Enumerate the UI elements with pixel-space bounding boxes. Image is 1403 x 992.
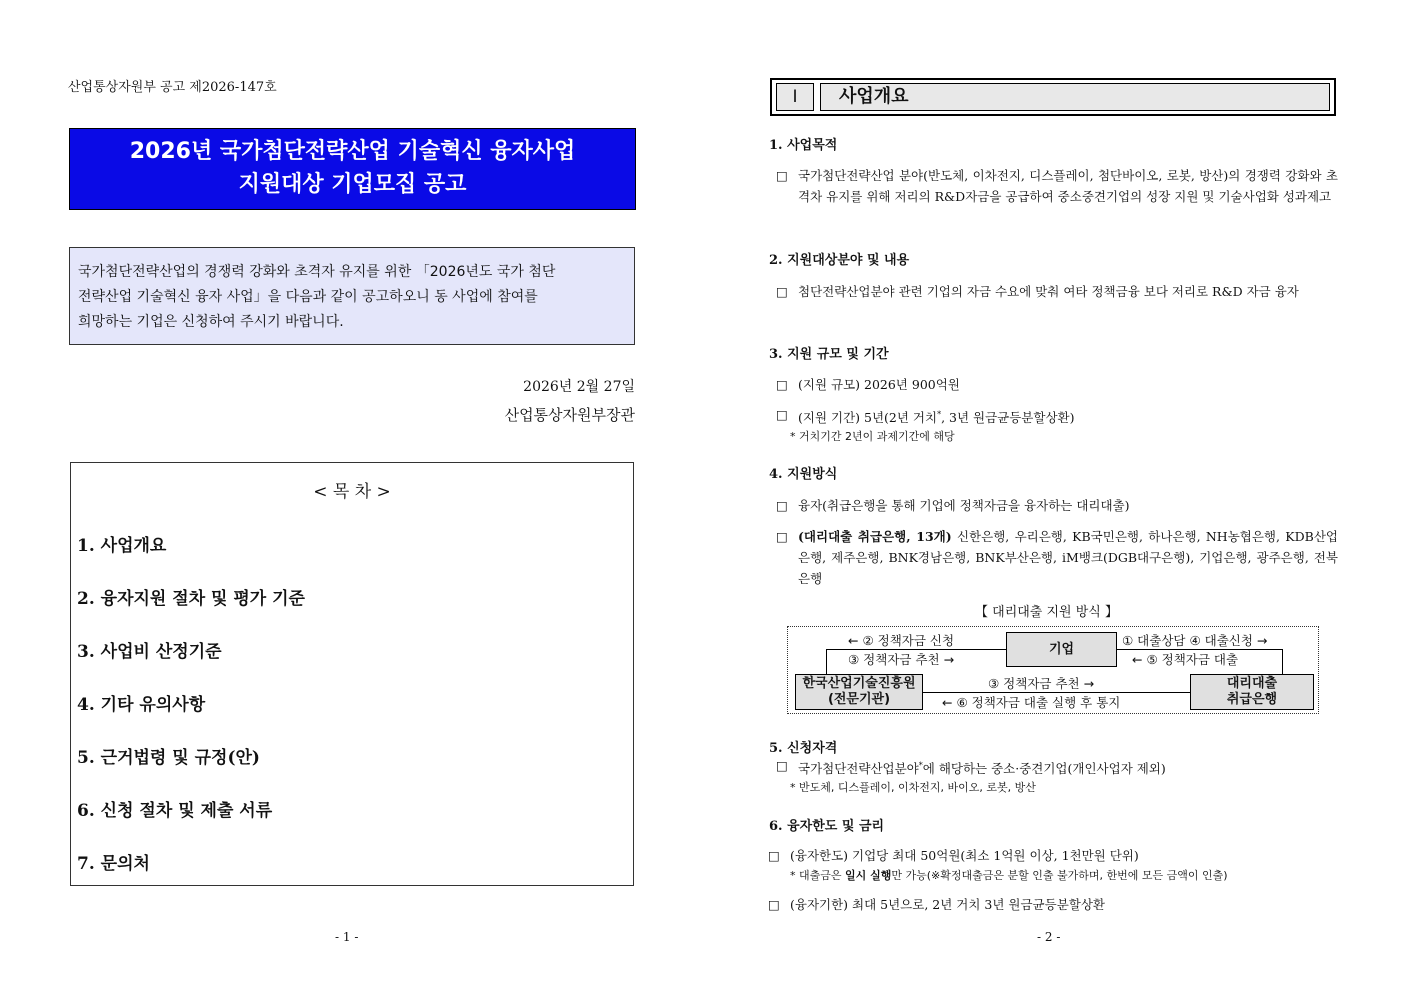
- toc-item[interactable]: 2. 융자지원 절차 및 평가 기준: [77, 589, 305, 609]
- announcement-date: 2026년 2월 27일: [523, 379, 635, 395]
- flow-step-5: ← ⑤ 정책자금 대출: [1132, 652, 1239, 667]
- grace-period-note: * 거치기간 2년이 과제기간에 해당: [790, 430, 955, 443]
- toc-item[interactable]: 7. 문의처: [77, 854, 150, 874]
- lump-sum-note-a: * 대출금은: [790, 869, 845, 882]
- intro-box: [69, 247, 635, 345]
- target-text: 첨단전략산업분야 관련 기업의 자금 수요에 맞춰 여타 정책금융 보다 저리로 R&D 자금 융자: [798, 284, 1299, 299]
- checkbox-bullet: □: [776, 377, 788, 392]
- bank-label-2: 취급은행: [1226, 692, 1278, 707]
- toc-item[interactable]: 6. 신청 절차 및 제출 서류: [77, 801, 273, 821]
- title-line-2: 지원대상 기업모집 공고: [238, 172, 467, 197]
- intro-line-3: 희망하는 기업은 신청하여 주시기 바랍니다.: [78, 314, 344, 330]
- title-line-1: 2026년 국가첨단전략산업 기술혁신 융자사업: [129, 139, 576, 164]
- flow-step-3-mid: ③ 정책자금 추천 →: [988, 676, 1095, 691]
- toc-item[interactable]: 3. 사업비 산정기준: [77, 642, 222, 662]
- checkbox-bullet: □: [776, 168, 788, 183]
- flow-step-3-top: ③ 정책자금 추천 →: [848, 652, 955, 667]
- limit-text: (융자한도) 기업당 최대 50억원(최소 1억원 이상, 1천만원 단위): [790, 848, 1139, 863]
- eligibility-text: [798, 755, 1338, 779]
- lump-sum-note-b: 만 가능(※확정대출금은 분할 인출 불가하며, 한번에 모든 금액이 인출): [891, 869, 1228, 882]
- checkbox-bullet: □: [768, 848, 780, 863]
- connector-line: [826, 649, 827, 675]
- flow-step-6: ← ⑥ 정책자금 대출 실행 후 통지: [942, 695, 1121, 710]
- toc-item[interactable]: 1. 사업개요: [77, 536, 167, 556]
- agency-box: [795, 674, 923, 710]
- limit-item: [768, 845, 1330, 866]
- lump-sum-note: [790, 867, 1228, 883]
- flow-step-1-4: ① 대출상담 ④ 대출신청 →: [1122, 633, 1268, 648]
- eligibility-text-b: 에 해당하는 중소·중견기업(개인사업자 제외): [922, 761, 1166, 777]
- heading-method: 4. 지원방식: [769, 467, 838, 482]
- heading-scale: 3. 지원 규모 및 기간: [769, 347, 889, 362]
- toc-item[interactable]: 5. 근거법령 및 규정(안): [77, 748, 260, 768]
- section-number: Ⅰ: [776, 83, 814, 111]
- checkbox-bullet: □: [776, 529, 788, 544]
- period-text-a: (지원 기간) 5년(2년 거치: [798, 410, 938, 426]
- page-number-1: - 1 -: [335, 930, 359, 944]
- footnote-mark: *: [937, 410, 942, 419]
- period-text-b: , 3년 원금균등분할상환): [941, 410, 1075, 426]
- scale-text: (지원 규모) 2026년 900억원: [798, 377, 960, 392]
- intro-line-1: 국가첨단전략산업의 경쟁력 강화와 초격자 유지를 위한 「2026년도 국가 첨단: [78, 264, 556, 280]
- eligible-fields-note: * 반도체, 디스플레이, 이차전지, 바이오, 로봇, 방산: [790, 781, 1036, 794]
- section-header: [770, 78, 1336, 116]
- period-text: [798, 404, 1338, 428]
- heading-limit: 6. 융자한도 및 금리: [769, 819, 885, 834]
- announcement-title: [69, 128, 636, 210]
- intro-line-2: 전략산업 기술혁신 융자 사업」을 다음과 같이 공고하오니 동 사업에 참여를: [78, 289, 538, 305]
- page-number-2: - 2 -: [1037, 930, 1061, 944]
- toc-title: < 목 차 >: [313, 482, 391, 502]
- scale-item: [776, 374, 1338, 395]
- section-title: 사업개요: [820, 83, 1330, 111]
- target-item: [776, 281, 1338, 302]
- footnote-mark: *: [918, 761, 923, 770]
- notice-number: 산업통상자원부 공고 제2026-147호: [68, 80, 277, 95]
- checkbox-bullet: □: [776, 284, 788, 299]
- checkbox-bullet: □: [776, 758, 788, 773]
- term-item: [768, 894, 1330, 915]
- company-box: 기업: [1006, 632, 1117, 667]
- bank-box: [1190, 674, 1314, 710]
- heading-eligibility: 5. 신청자격: [769, 741, 838, 756]
- lump-sum-note-bold: 일시 실행: [845, 869, 892, 882]
- checkbox-bullet: □: [776, 407, 788, 422]
- term-text: (융자기한) 최대 5년으로, 2년 거치 3년 원금균등분할상환: [790, 897, 1106, 912]
- bank-names: 신한은행, 우리은행, KB국민은행, 하나은행, NH농협은행, KDB산업은행, 제주은행, BNK경남은행, BNK부산은행, iM뱅크(DGB대구은행), 기업은행, 광주은행, 전북은행: [798, 529, 1338, 586]
- method-item-2: [776, 526, 1338, 589]
- purpose-text: 국가첨단전략산업 분야(반도체, 이차전지, 디스플레이, 첨단바이오, 로봇, 방산)의 경쟁력 강화와 초격차 유지를 위해 저리의 R&D자금을 공급하여 중소중견기업의 성장 지원 및 기술사업화 성과제고: [798, 168, 1338, 204]
- issuer: 산업통상자원부장관: [504, 406, 635, 424]
- flow-step-2: ← ② 정책자금 신청: [848, 633, 955, 648]
- heading-purpose: 1. 사업목적: [769, 138, 838, 153]
- method-item-1: [776, 495, 1338, 516]
- period-item: [776, 404, 1338, 428]
- diagram-title: 【 대리대출 지원 방식 】: [975, 605, 1118, 620]
- purpose-item: [776, 165, 1338, 207]
- agency-role: (전문기관): [827, 692, 891, 707]
- eligibility-text-a: 국가첨단전략산업분야: [798, 761, 919, 777]
- bank-label-1: 대리대출: [1226, 676, 1278, 691]
- heading-target: 2. 지원대상분야 및 내용: [769, 253, 910, 268]
- method-text-1: 융자(취급은행을 통해 기업에 정책자금을 융자하는 대리대출): [798, 498, 1130, 513]
- bank-list: [798, 526, 1338, 589]
- eligibility-item: [776, 755, 1338, 779]
- toc-item[interactable]: 4. 기타 유의사항: [77, 695, 206, 715]
- checkbox-bullet: □: [768, 897, 780, 912]
- agency-name: 한국산업기술진흥원: [802, 676, 916, 691]
- table-of-contents: [70, 462, 634, 886]
- checkbox-bullet: □: [776, 498, 788, 513]
- agency-loan-diagram: [787, 626, 1319, 714]
- connector-line: [1282, 649, 1283, 675]
- bank-count-label: (대리대출 취급은행, 13개): [798, 529, 952, 544]
